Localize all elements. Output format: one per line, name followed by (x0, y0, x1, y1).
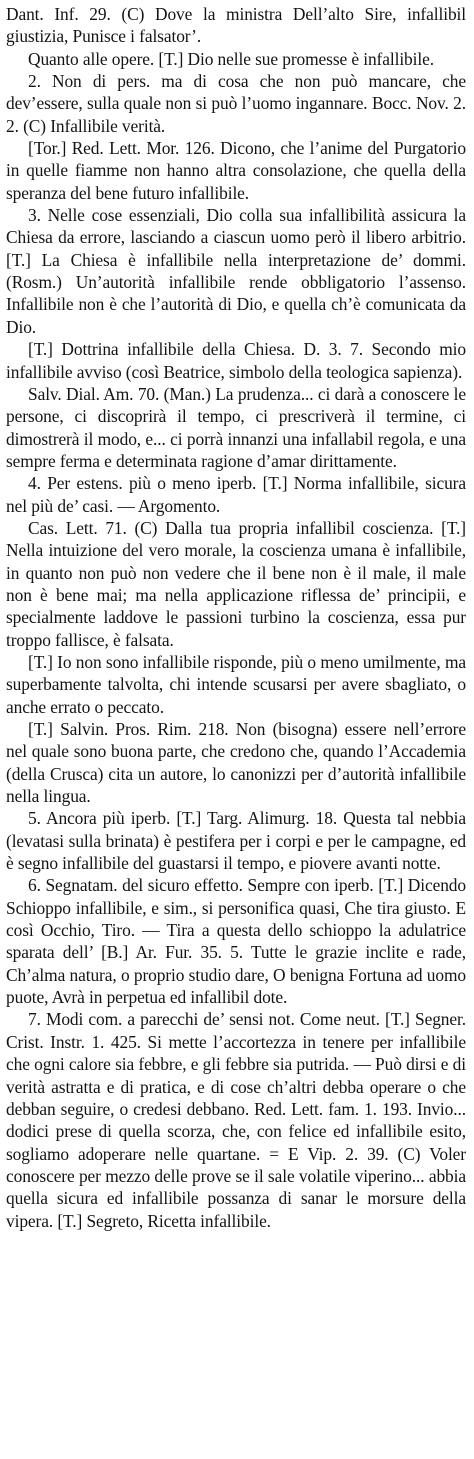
entry-paragraph: 7. Modi com. a parecchi de’ sensi not. Come neut. [T.] Segner. Crist. Instr. 1. 425. Si mette l’accortezza in tenere per infallibile che ogni calore sia febbre, e gli febbre sia putrida. — Può dirsi e di verità astratta e di pratica, e di cose ch’altri debba operare o che debban seguire, o credesi debbano. Red. Lett. fam. 1. 193. Invio... dodici prese di quella scorza, che, con felice ed infallibile esito, sogliamo adoperare nelle quartane. = E Vip. 2. 39. (C) Voler conoscere per mezzo delle prove se il sale volatile viperino... abbia quella sicura ed infallibile possanza di sanar le morsure della vipera. [T.] Segreto, Ricetta infallibile. (6, 1009, 466, 1231)
entry-paragraph: [T.] Dottrina infallibile della Chiesa. D. 3. 7. Secondo mio infallibile avviso (così Beatrice, simbolo della teologica sapienza). (6, 339, 466, 382)
entry-paragraph: [T.] Io non sono infallibile risponde, più o meno umilmente, ma superbamente talvolta, chi intende scusarsi per avere sbagliato, o anche errato o peccato. (6, 651, 466, 717)
entry-paragraph: 2. Non di pers. ma di cosa che non può mancare, che dev’essere, sulla quale non si può l’uomo ingannare. Bocc. Nov. 2. 2. (C) Infallibile verità. (6, 71, 466, 136)
entry-paragraph: 4. Per estens. più o meno iperb. [T.] Norma infallibile, sicura nel più de’ casi. — Argomento. (6, 473, 466, 516)
entry-paragraph: Salv. Dial. Am. 70. (Man.) La prudenza... ci darà a conoscere le persone, ci discoprirà il tempo, ci prescriverà il termine, ci dimostrerà il modo, e... ci porrà innanzi una infallabil regola, e una sempre ferma e determinata ragione d’amar dirittamente. (6, 383, 466, 471)
entry-paragraph: Dant. Inf. 29. (C) Dove la ministra Dell’alto Sire, infallibil giustizia, Punisce i falsator’. (6, 4, 466, 47)
entry-paragraph: Quanto alle opere. [T.] Dio nelle sue promesse è infallibile. (28, 48, 434, 69)
entry-paragraph: 3. Nelle cose essenziali, Dio colla sua infallibilità assicura la Chiesa da errore, lasciando a ciascun uomo però il libero arbitrio. [T.] La Chiesa è infallibile nella interpretazione de’ dommi. (Rosm.) Un’autorità infallibile rende obbligatorio l’assenso. Infallibile non è che l’autorità di Dio, e quella ch’è comunicata da Dio. (6, 205, 466, 337)
entry-paragraph: Cas. Lett. 71. (C) Dalla tua propria infallibil coscienza. [T.] Nella intuizione del vero morale, la coscienza umana è infallibile, in quanto non può non vedere che il bene non è il male, il male non è bene mai; ma nella applicazione riflessa de’ principii, e specialmente laddove le passioni turbino la coscienza, essa pur troppo fallisce, è falsata. (6, 517, 466, 650)
entry-paragraph: 6. Segnatam. del sicuro effetto. Sempre con iperb. [T.] Dicendo Schioppo infallibile, e sim., si personifica quasi, Che tira giusto. E così Occhio, Tiro. — Tira a questa dello schioppo la adulatrice sparata dell’ [B.] Ar. Fur. 35. 5. Tutte le grazie inclite e rade, Ch’alma natura, o proprio studio dare, O benigna Fortuna ad uomo puote, Avrà in perpetua ed infallibil dote. (6, 875, 466, 1008)
entry-paragraph: 5. Ancora più iperb. [T.] Targ. Alimurg. 18. Questa tal nebbia (levatasi sulla brinata) è pestifera per i corpi e per le campagne, ed è segno infallibile del guastarsi il tempo, e piovere avanti notte. (6, 808, 466, 874)
entry-paragraph: [Tor.] Red. Lett. Mor. 126. Dicono, che l’anime del Purgatorio in quelle fiamme non hanno altra consolazione, che quella della speranza del bene futuro infallibile. (6, 138, 466, 203)
entry-paragraph: [T.] Salvin. Pros. Rim. 218. Non (bisogna) essere nell’errore nel quale sono buona parte, che credono che, quando l’Accademia (della Crusca) cita un autore, lo canonizzi per d’autorità infallibile nella lingua. (6, 719, 466, 807)
